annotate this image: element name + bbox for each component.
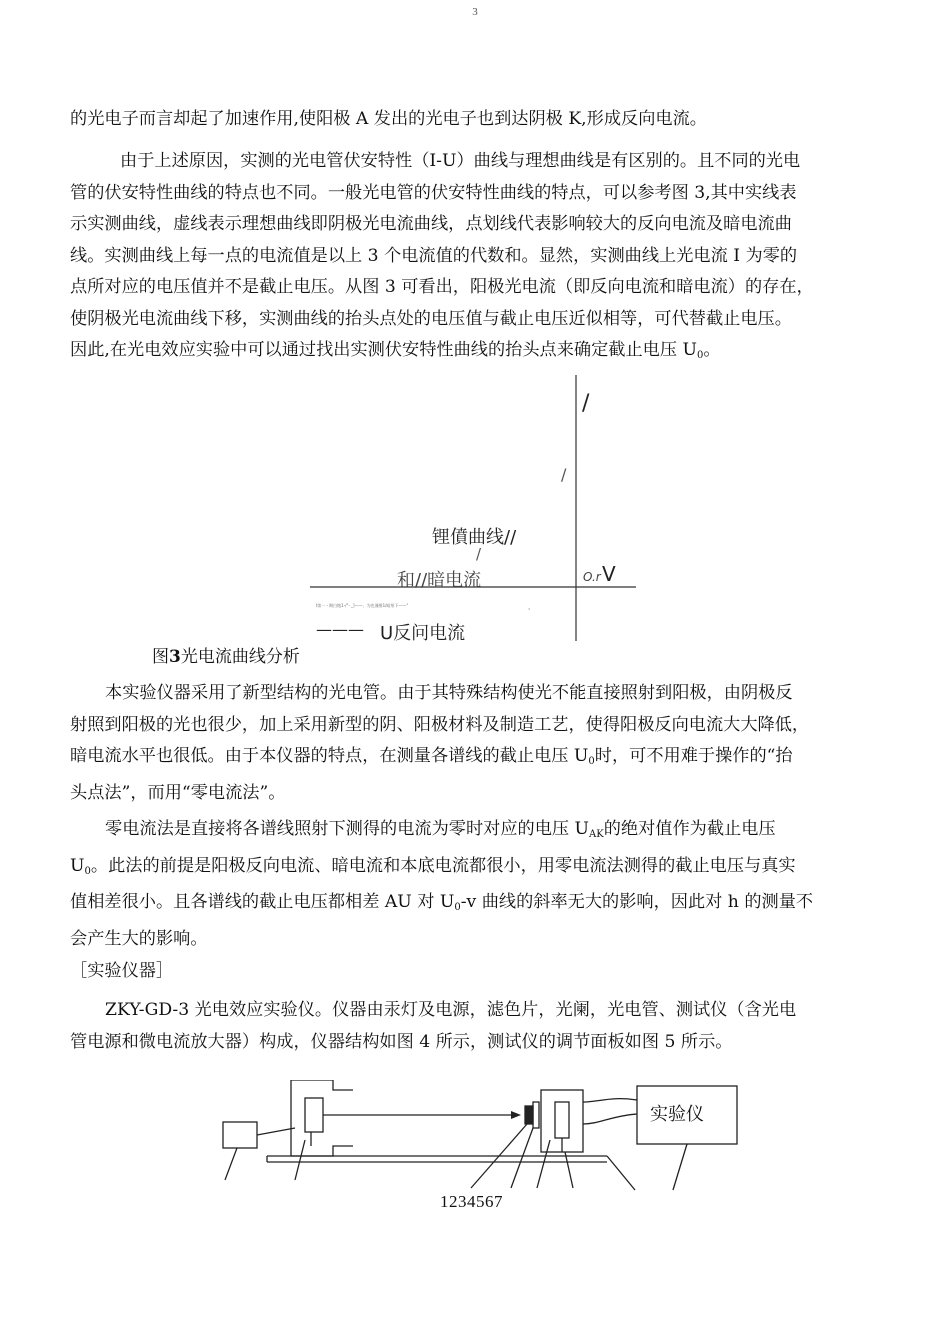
text-line: 会产生大的影响。 bbox=[70, 928, 208, 949]
paragraph-instruments bbox=[70, 995, 880, 1058]
subscript: AK bbox=[589, 829, 604, 840]
text-line: 由于上述原因，实测的光电管伏安特性（I-U）曲线与理想曲线是有区别的。且不同的光电 bbox=[120, 151, 801, 171]
instrument-leg bbox=[673, 1144, 687, 1190]
paragraph-iu-curve bbox=[70, 146, 880, 372]
signal-cable-2 bbox=[583, 1114, 637, 1124]
text-line: 示实测曲线，虚线表示理想曲线即阴极光电流曲线，点划线代表影响较大的反向电流及暗电流曲 bbox=[70, 214, 792, 234]
curve-mark: / bbox=[561, 465, 567, 484]
signal-cable-1 bbox=[583, 1099, 637, 1102]
filter bbox=[525, 1106, 533, 1124]
text-line bbox=[70, 741, 880, 778]
curve-mark: / bbox=[476, 545, 482, 563]
text-segment: U bbox=[70, 855, 85, 876]
subscript: 0 bbox=[696, 350, 704, 361]
text-segment: 因此,在光电效应实验中可以通过找出实测伏安特性曲线的抬头点来确定截止电压 U bbox=[70, 340, 697, 360]
paragraph-continuation bbox=[70, 104, 880, 136]
figure-3-photocurrent-graph bbox=[300, 375, 660, 645]
beam-arrowhead bbox=[511, 1111, 521, 1119]
lamp-housing-bottom bbox=[291, 1146, 353, 1156]
phototube bbox=[555, 1102, 569, 1138]
pointer-5 bbox=[537, 1140, 550, 1188]
power-supply-box bbox=[223, 1122, 257, 1148]
tiny-mark: ' bbox=[528, 607, 531, 616]
text-segment: 的绝对值作为截止电压 bbox=[603, 819, 776, 839]
lamp-housing-top bbox=[291, 1080, 353, 1090]
reverse-current-label: U反问电流 bbox=[380, 623, 466, 644]
pointer-1 bbox=[225, 1148, 237, 1180]
text-line: ZKY-GD-3 光电效应实验仪。仪器由汞灯及电源，滤色片，光阑，光电管、测试仪（含光电 bbox=[105, 1000, 797, 1020]
text-line bbox=[70, 887, 880, 924]
text-line: 线。实测曲线上每一点的电流值是以上 3 个电流值的代数和。显然，实测曲线上光电流 I 为零的 bbox=[70, 245, 798, 266]
paragraph-new-phototube bbox=[70, 678, 880, 809]
text-line: 射照到阳极的光也很少，加上采用新型的阴、阳极材料及制造工艺，使得阳极反向电流大大降低， bbox=[70, 714, 810, 735]
subscript: 0 bbox=[588, 756, 595, 767]
pointer-7 bbox=[607, 1156, 635, 1190]
tiny-caption: I第一 - 期白饱1-/"- _]——、为也谨惟1/暗彤下——" bbox=[316, 603, 409, 608]
text-line: 点所对应的电压值并不是截止电压。从图 3 可看出，阳极光电流（即反向电流和暗电流）的存在， bbox=[70, 277, 814, 297]
text-line: 管的伏安特性曲线的特点也不同。一般光电管的伏安特性曲线的特点，可以参考图 3,其中实线表 bbox=[70, 182, 797, 203]
dark-current-label: 和//暗电流 bbox=[397, 570, 482, 591]
text-line: 头点法”，而用“零电流法”。 bbox=[70, 782, 286, 803]
aperture bbox=[533, 1102, 539, 1128]
text-line bbox=[70, 335, 880, 372]
instrument-label: 实验仪 bbox=[650, 1104, 704, 1125]
curve-label: 锂僨曲线// bbox=[432, 527, 517, 548]
caption-prefix: 图 bbox=[152, 647, 169, 667]
heading-text: ［实验仪器］ bbox=[70, 961, 174, 981]
reverse-current-dash: ——— bbox=[316, 620, 364, 639]
current-axis-label: / bbox=[582, 391, 590, 416]
pointer-2 bbox=[295, 1140, 305, 1180]
page-number: 3 bbox=[472, 6, 478, 18]
caption-number: 3 bbox=[169, 647, 181, 667]
text-segment: 。此法的前提是阳极反向电流、暗电流和本底电流都很小，用零电流法测得的截止电压与真实 bbox=[90, 855, 796, 876]
figure-4-part-numbers: 1234567 bbox=[440, 1192, 503, 1211]
text-line: 本实验仪器采用了新型结构的光电管。由于其特殊结构使光不能直接照射到阳极，由阴极反 bbox=[105, 683, 793, 703]
text-line: 使阴极光电流曲线下移，实测曲线的抬头点处的电压值与截止电压近似相等，可代替截止电压。 bbox=[70, 308, 792, 329]
text-segment: 零电流法是直接将各谱线照射下测得的电流为零时对应的电压 U bbox=[105, 819, 590, 839]
voltage-axis-label: V bbox=[602, 562, 616, 586]
paragraph-zero-current-method bbox=[70, 814, 880, 955]
text-line bbox=[70, 851, 880, 888]
caption-text: 光电流曲线分析 bbox=[180, 647, 300, 667]
subscript: 0 bbox=[84, 865, 91, 877]
text-line: 管电源和微电流放大器）构成，仪器结构如图 4 所示，测试仪的调节面板如图 5 所示。 bbox=[70, 1031, 733, 1052]
subscript: 0 bbox=[454, 902, 461, 913]
mercury-lamp bbox=[305, 1098, 323, 1132]
section-heading bbox=[70, 956, 880, 988]
figure-3-caption bbox=[152, 642, 300, 667]
text-segment: 。 bbox=[703, 340, 721, 360]
text-line bbox=[70, 814, 880, 851]
text-segment: -v 曲线的斜率无大的影响，因此对 h 的测量不 bbox=[460, 892, 814, 912]
origin-label: O.r bbox=[583, 570, 601, 584]
pointer-6 bbox=[565, 1152, 573, 1188]
text-segment: 值相差很小。且各谱线的截止电压都相差 AU 对 U bbox=[70, 892, 455, 912]
lamp-cable bbox=[257, 1128, 295, 1135]
text-line: 的光电子而言却起了加速作用,使阳极 A 发出的光电子也到达阴极 K,形成反向电流。 bbox=[70, 109, 707, 129]
text-segment: 时，可不用难于操作的“抬 bbox=[594, 746, 793, 766]
pointer-4 bbox=[511, 1128, 533, 1188]
text-segment: 暗电流水平也很低。由于本仪器的特点，在测量各谱线的截止电压 U bbox=[70, 746, 589, 766]
